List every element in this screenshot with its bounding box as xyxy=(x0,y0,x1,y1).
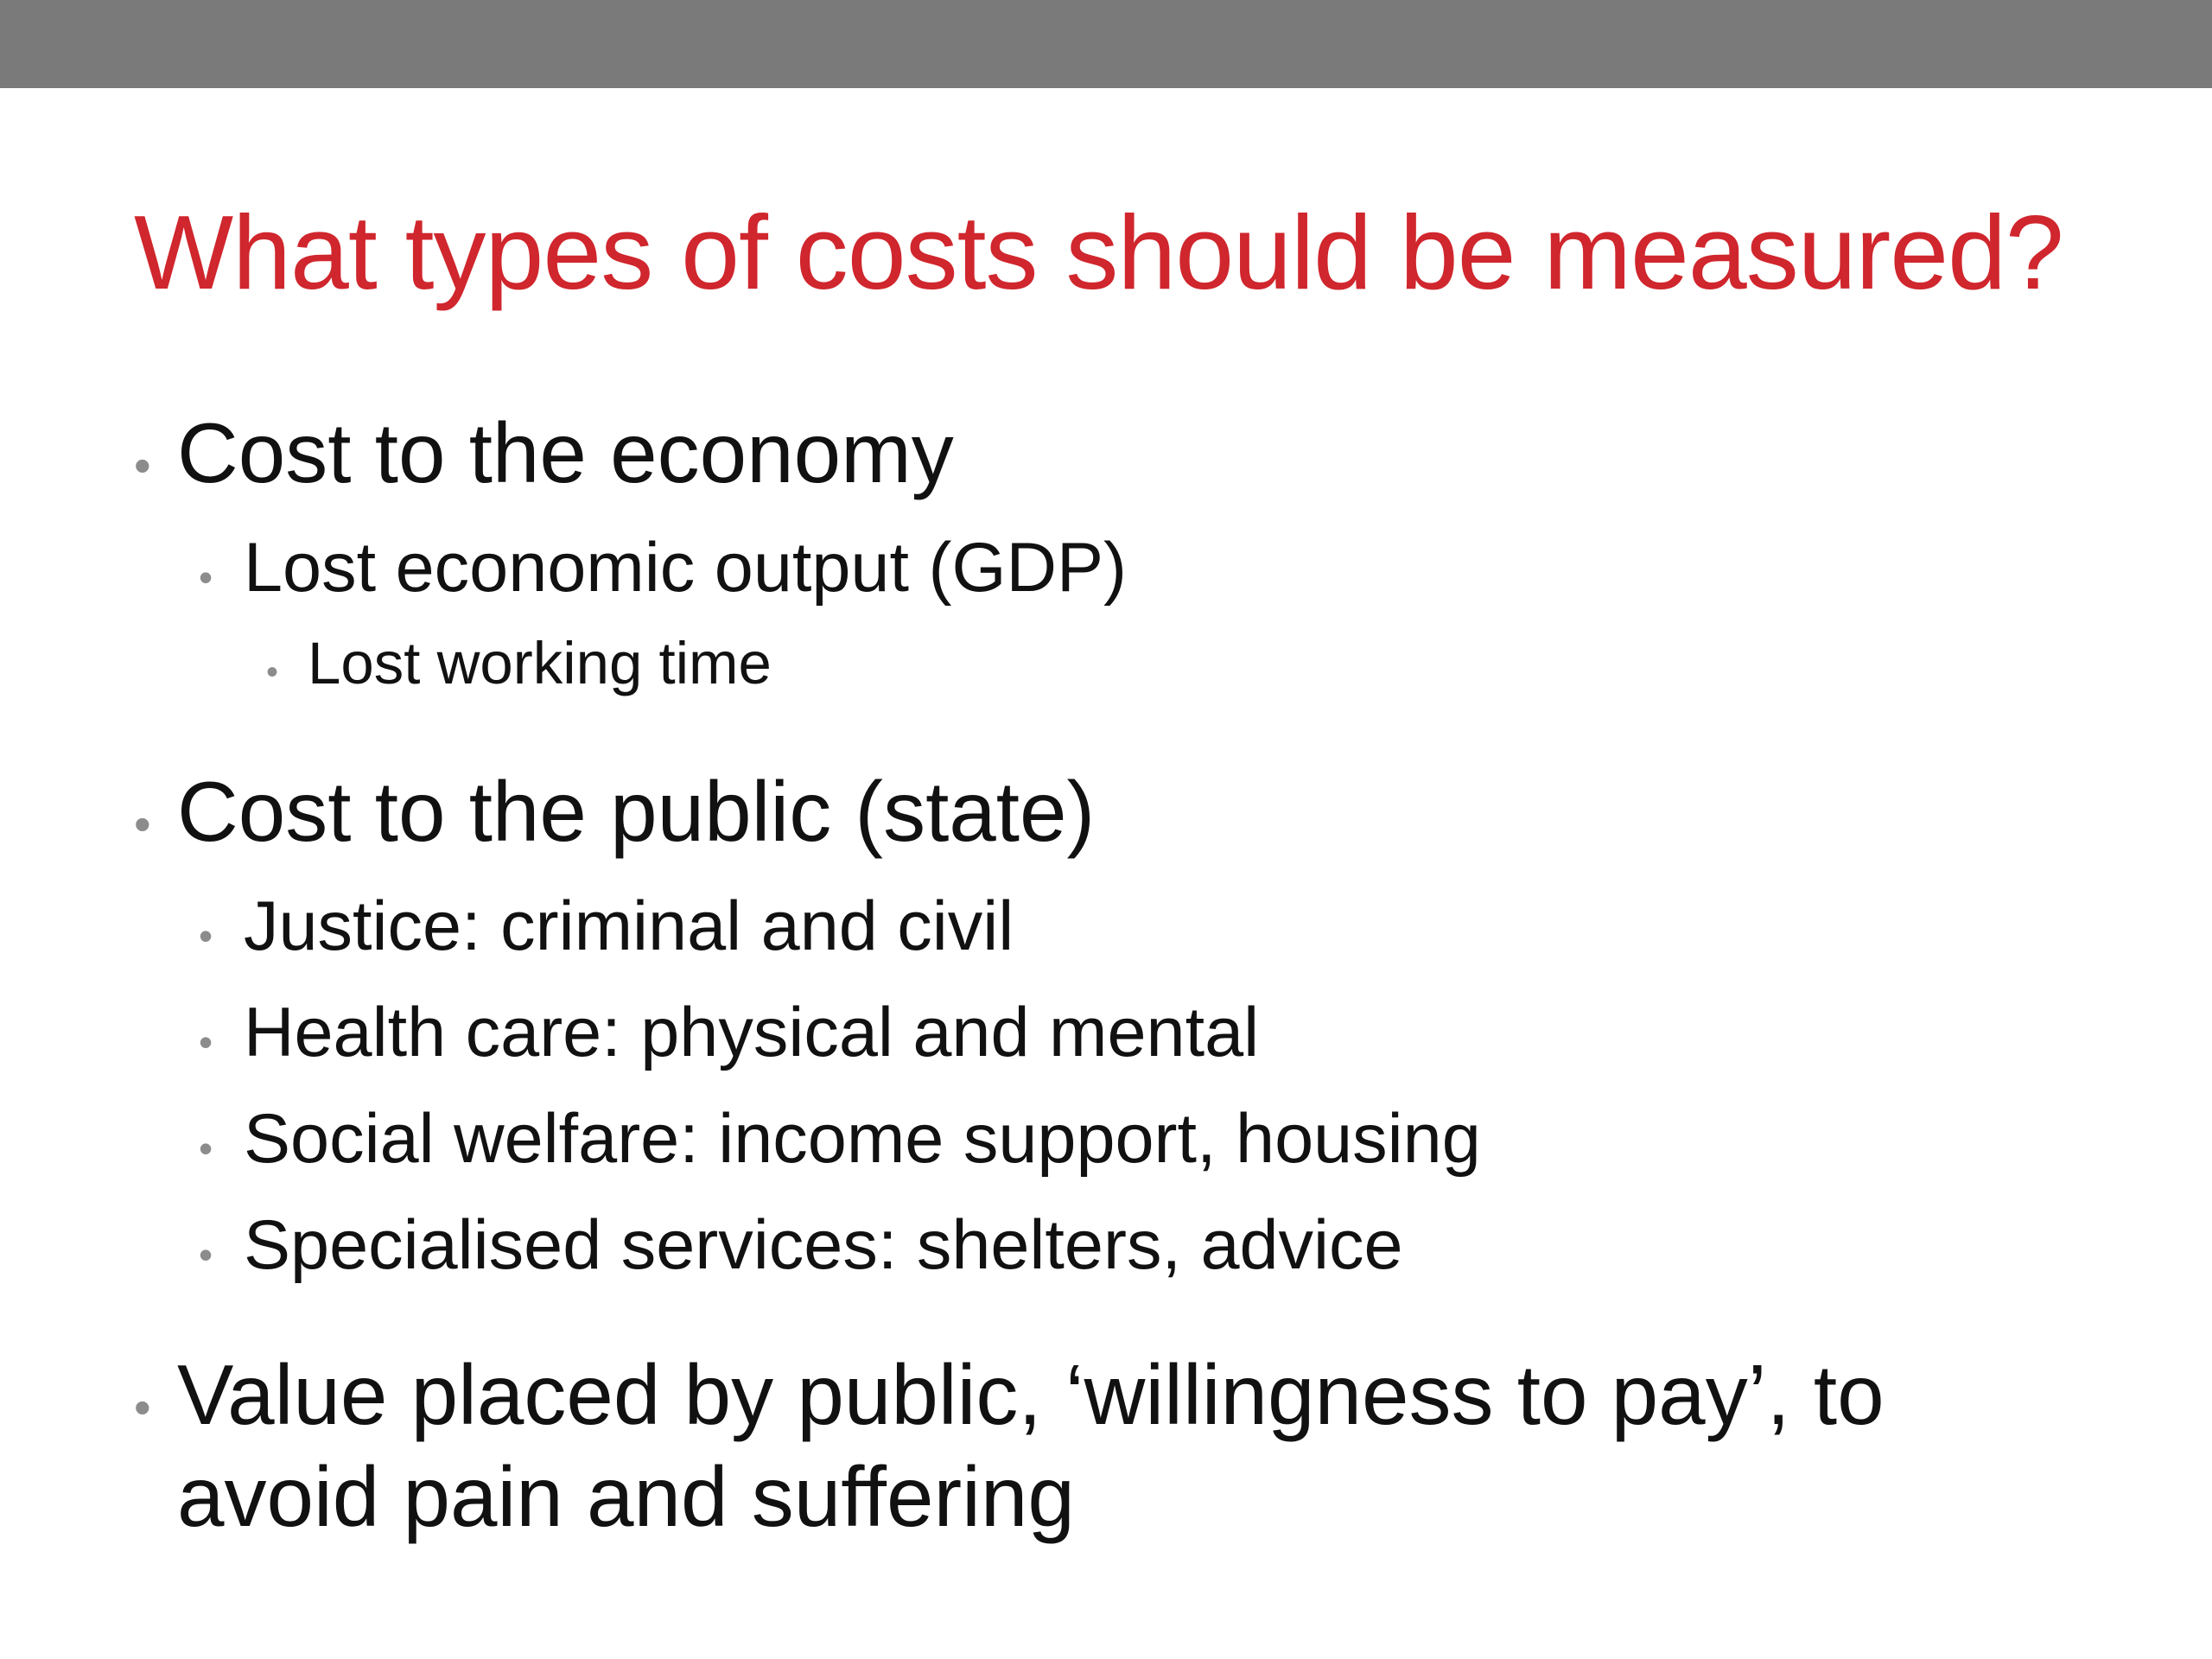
bullet-dot-icon: • xyxy=(199,1020,213,1065)
sub-bullet-justice xyxy=(199,883,1014,979)
bullet-dot-icon: • xyxy=(266,653,279,691)
bullet-willingness-to-pay xyxy=(134,1344,1974,1548)
sub-bullet-health-care xyxy=(199,989,1259,1085)
bullet-text: Cost to the public (state) xyxy=(177,764,1096,859)
bullet-text: Lost economic output (GDP) xyxy=(244,529,1127,607)
bullet-dot-icon: • xyxy=(199,1232,213,1277)
sub-bullet-specialised-services xyxy=(199,1202,1403,1298)
bullet-cost-to-economy xyxy=(134,402,954,517)
bullet-text: Value placed by public, ‘willingness to pay’, to avoid pain and suffering xyxy=(177,1347,1885,1544)
sub-bullet-lost-output xyxy=(199,524,1127,620)
bullet-text: Cost to the economy xyxy=(177,405,954,500)
bullet-dot-icon: • xyxy=(199,555,213,600)
bullet-dot-icon: • xyxy=(134,797,151,851)
bullet-dot-icon: • xyxy=(134,438,151,493)
bullet-dot-icon: • xyxy=(134,1380,151,1434)
sub-bullet-social-welfare xyxy=(199,1096,1481,1192)
sub-sub-bullet-lost-working-time xyxy=(266,626,772,709)
bullet-text: Health care: physical and mental xyxy=(244,994,1260,1071)
bullet-text: Specialised services: shelters, advice xyxy=(244,1206,1403,1284)
bullet-text: Justice: criminal and civil xyxy=(244,887,1014,965)
bullet-dot-icon: • xyxy=(199,1126,213,1171)
bullet-text: Social welfare: income support, housing xyxy=(244,1100,1481,1178)
bullet-cost-to-public xyxy=(134,760,1095,875)
slide-title: What types of costs should be measured? xyxy=(134,194,2063,311)
bullet-dot-icon: • xyxy=(199,913,213,958)
bullet-text: Lost working time xyxy=(308,630,772,696)
top-bar xyxy=(0,0,2212,88)
